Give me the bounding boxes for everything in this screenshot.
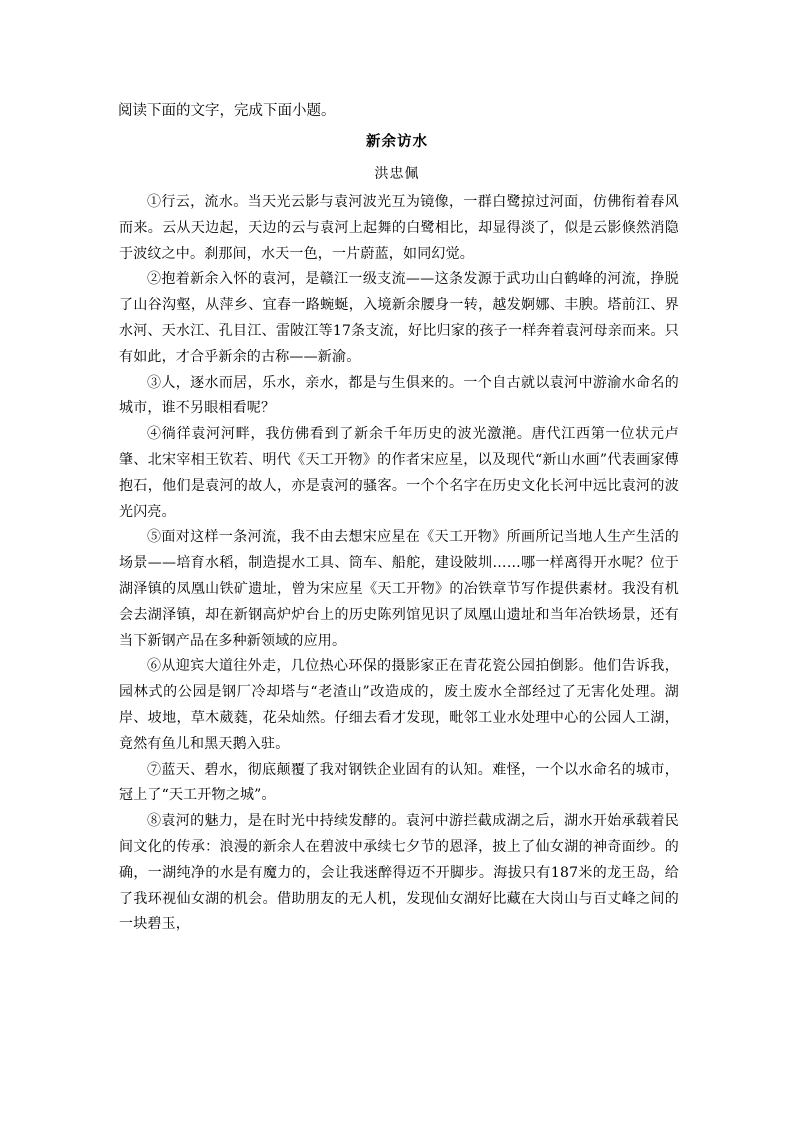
- article-title: 新余访水: [366, 133, 428, 150]
- reading-instruction: 阅读下面的文字，完成下面小题。: [118, 103, 336, 119]
- paragraph-5: ⑤面对这样一条河流，我不由去想宋应星在《天工开物》所画所记当地人生产生活的场景——培育水稻，制造提水工具、筒车、船舵，建设陂圳……哪一样离得开水呢？位于湖泽镇的凤凰山铁矿遗址，曾为宋应星《天工开物》的冶铁章节写作提供素材。我没有机会去湖泽镇，却在新钢高炉炉台上的历史陈列馆见识了凤凰山遗址和当年冶铁场景，还有当下新钢产品在多种新领域的应用。: [119, 529, 679, 649]
- paragraph-6: ⑥从迎宾大道往外走，几位热心环保的摄影家正在青花瓷公园拍倒影。他们告诉我，园林式的公园是钢厂冷却塔与“老渣山”改造成的，废土废水全部经过了无害化处理。湖岸、坡地，草木葳蕤，花朵灿然。仔细去看才发现，毗邻工业水处理中心的公园人工湖，竟然有鱼儿和黑天鹅入驻。: [119, 658, 679, 752]
- paragraph-1: ①行云，流水。当天光云影与袁河波光互为镜像，一群白鹭掠过河面，仿佛衔着春风而来。云从天边起，天边的云与袁河上起舞的白鹭相比，却显得淡了，似是云影倏然消隐于波纹之中。刹那间，水天一色，一片蔚蓝，如同幻觉。: [119, 194, 679, 262]
- article-body: [119, 190, 679, 938]
- paragraph-7: ⑦蓝天、碧水，彻底颠覆了我对钢铁企业固有的认知。难怪，一个以水命名的城市，冠上了“天工开物之城”。: [119, 761, 679, 804]
- paragraph-4: ④徜徉袁河河畔，我仿佛看到了新余千年历史的波光激滟。唐代江西第一位状元卢肇、北宋宰相王钦若、明代《天工开物》的作者宋应星，以及现代“新山水画”代表画家傅抱石，他们是袁河的故人，亦是袁河的骚客。一个个名字在历史文化长河中远比袁河的波光闪亮。: [119, 426, 679, 520]
- paragraph-8: ⑧袁河的魅力，是在时光中持续发酵的。袁河中游拦截成湖之后，湖水开始承载着民间文化的传承：浪漫的新余人在碧波中承续七夕节的恩泽，披上了仙女湖的神奇面纱。的确，一湖纯净的水是有魔力的，会让我迷醉得迈不开脚步。海拔只有187米的龙王岛，给了我环视仙女湖的机会。借助朋友的无人机，发现仙女湖好比藏在大岗山与百丈峰之间的一块碧玉，: [119, 813, 679, 933]
- paragraph-2: ②抱着新余入怀的袁河，是赣江一级支流——这条发源于武功山白鹤峰的河流，挣脱了山谷沟壑，从萍乡、宜春一路蜿蜒，入境新余腰身一转，越发婀娜、丰腴。塔前江、界水河、天水江、孔目江、雷陂江等17条支流，好比归家的孩子一样奔着袁河母亲而来。只有如此，才合乎新余的古称——新渝。: [119, 271, 679, 365]
- paragraph-3: ③人，逐水而居，乐水，亲水，都是与生俱来的。一个自古就以袁河中游渝水命名的城市，谁不另眼相看呢？: [119, 374, 679, 417]
- article-author: 洪忠佩: [374, 166, 420, 182]
